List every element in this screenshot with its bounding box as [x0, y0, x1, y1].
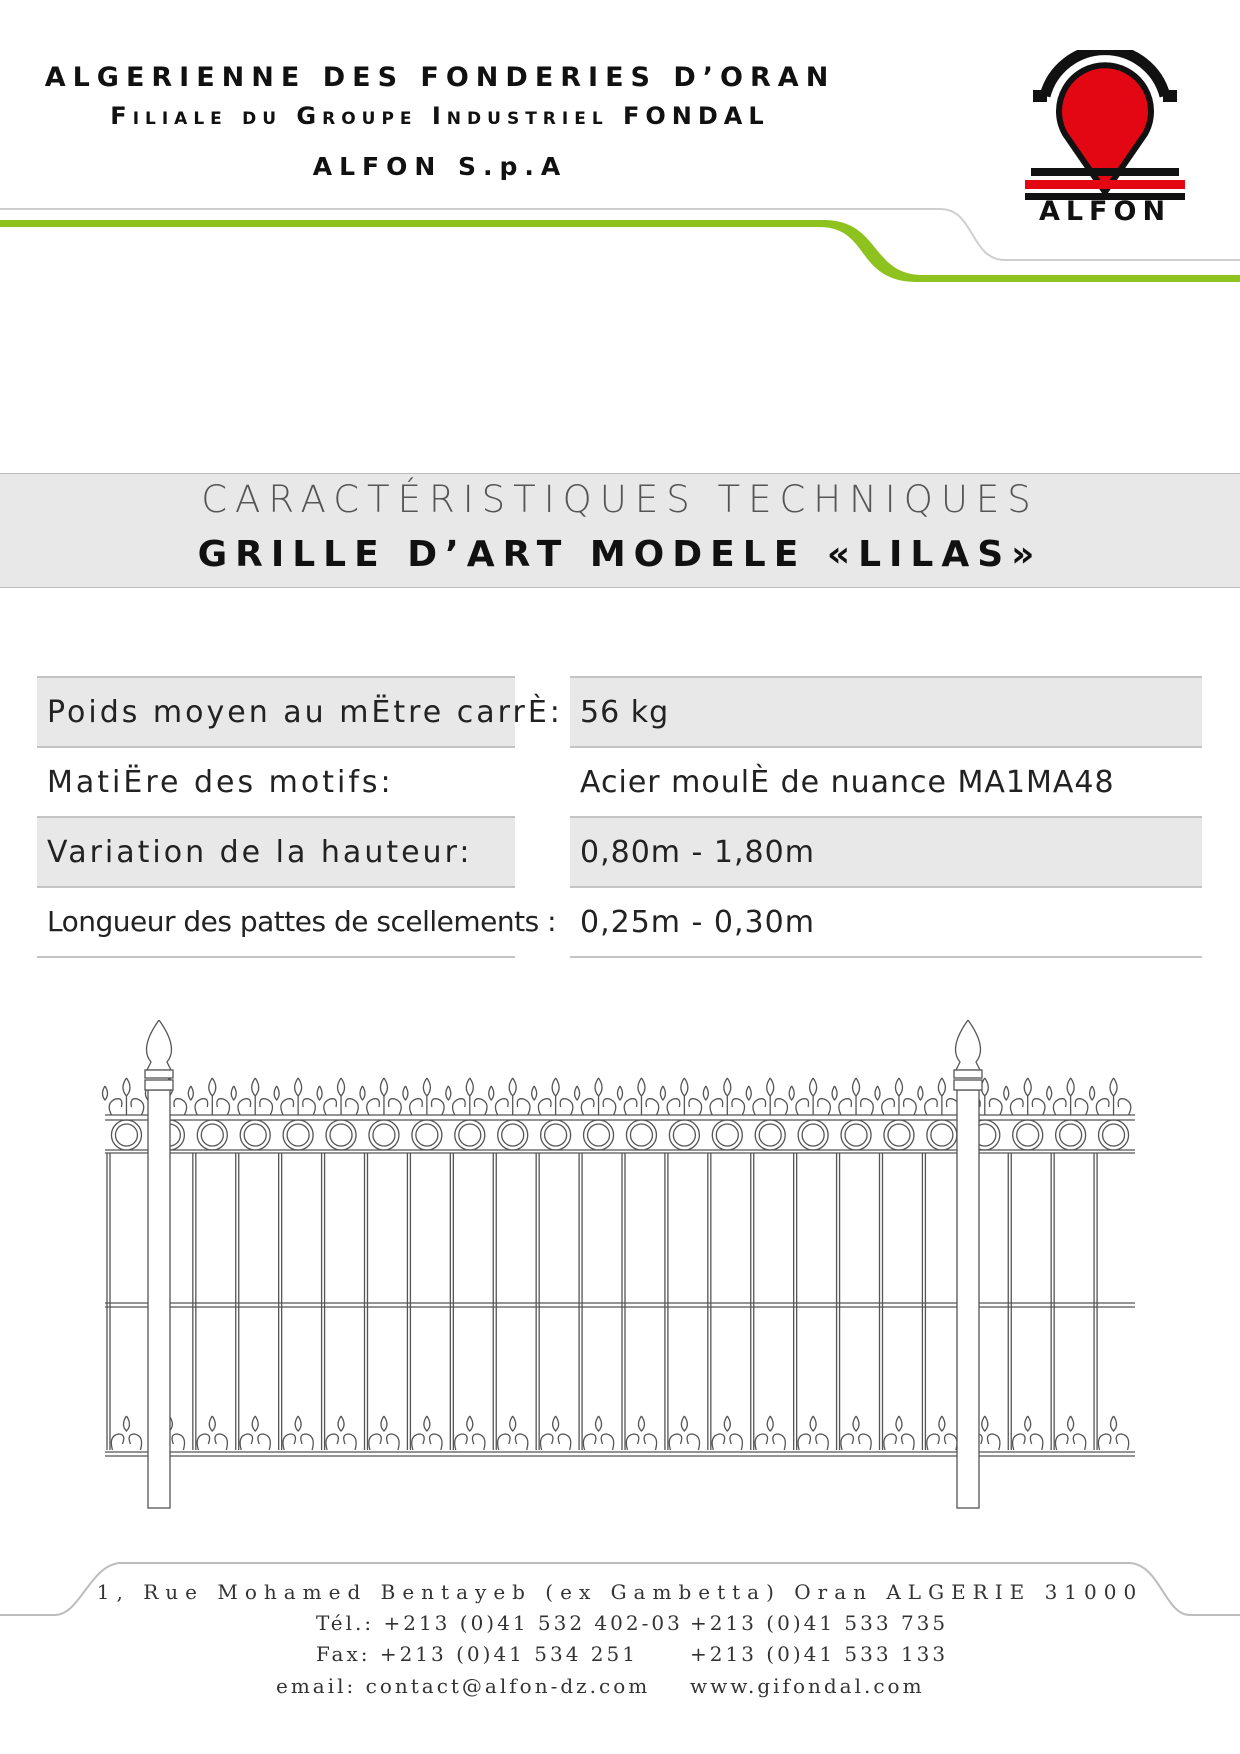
- footer-fax-2: +213 (0)41 533 133: [690, 1642, 949, 1666]
- spec-value-weight: 56 kg: [570, 676, 1202, 748]
- spec-label-weight: Poids moyen au mËtre carrÈ:: [37, 676, 515, 748]
- spec-label-material: MatiËre des motifs:: [37, 748, 515, 818]
- company-subtitle: Filiale du Groupe Industriel FONDAL: [110, 102, 770, 130]
- header-swoosh-decoration: [0, 200, 1240, 290]
- company-name: ALGERIENNE DES FONDERIES D’ORAN: [44, 62, 836, 93]
- spec-label-anchor-length: Longueur des pattes de scellements :: [37, 888, 515, 958]
- footer-phone-1: Tél.: +213 (0)41 532 402-03: [316, 1611, 683, 1635]
- company-legal-name: ALFON S.p.A: [312, 152, 568, 181]
- spec-value-material: Acier moulÈ de nuance MA1MA48: [570, 748, 1202, 818]
- footer-address: 1, Rue Mohamed Bentayeb (ex Gambetta) Oran ALGERIE 31000: [96, 1580, 1144, 1604]
- footer-email[interactable]: email: contact@alfon-dz.com: [276, 1674, 651, 1698]
- spec-value-anchor-length: 0,25m - 0,30m: [570, 888, 1202, 958]
- logo-text: ALFON: [1038, 196, 1172, 227]
- product-title: GRILLE D’ART MODELE «LILAS»: [197, 534, 1043, 575]
- fence-drawing-icon: [100, 1020, 1140, 1520]
- footer-phone-2: +213 (0)41 533 735: [690, 1611, 949, 1635]
- footer-website[interactable]: www.gifondal.com: [690, 1674, 925, 1698]
- spec-label-height: Variation de la hauteur:: [37, 818, 515, 888]
- spec-value-height: 0,80m - 1,80m: [570, 818, 1202, 888]
- section-title: CARACTÉRISTIQUES TECHNIQUES: [201, 478, 1039, 521]
- footer-fax-1: Fax: +213 (0)41 534 251: [316, 1642, 638, 1666]
